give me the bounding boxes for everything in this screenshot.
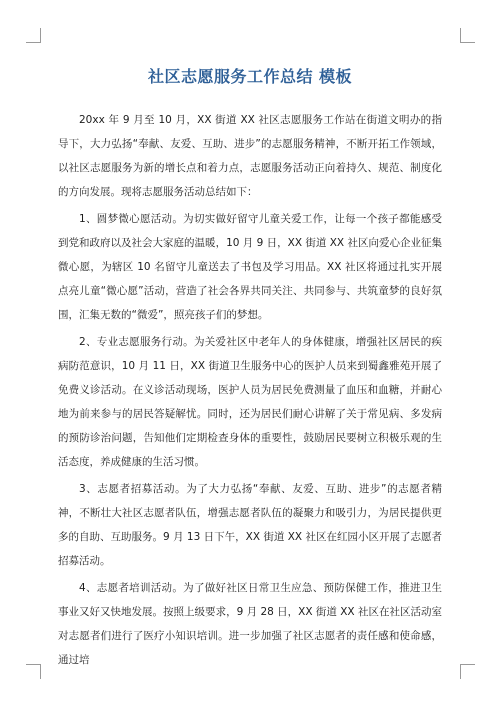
crop-mark-top-left [26, 28, 41, 43]
paragraph-item-2: 2、专业志愿服务行动。为关爱社区中老年人的身体健康，增强社区居民的疾病防范意识，10 月 11 日，XX 街道卫生服务中心的医护人员来到蜀鑫雅苑开展了免费义诊活动。在义诊活动现场，医护人员为居民免费测量了血压和血糖，并耐心地为前来参与的居民答疑解忧。同时，还为居民们耐心讲解了关于常见病、多发病的预防诊治问题，告知他们定期检查身体的重要性，鼓励居民要树立积极乐观的生活态度，养成健康的生活习惯。 [58, 336, 442, 468]
crop-mark-bottom-left [26, 664, 41, 679]
crop-mark-bottom-right [460, 664, 475, 679]
document-title: 社区志愿服务工作总结 模板 [147, 67, 353, 86]
document-body [58, 108, 442, 675]
paragraph-item-1: 1、圆梦微心愿活动。为切实做好留守儿童关爱工作，让每一个孩子都能感受到党和政府以及社会大家庭的温暖，10 月 9 日，XX 街道 XX 社区向爱心企业征集微心愿，为辖区 10 名留守儿童送去了书包及学习用品。XX 社区将通过扎实开展点亮儿童“微心愿”活动，营造了社会各界共同关注、共同参与、共筑童梦的良好氛围，汇集无数的“微爱”，照亮孩子们的梦想。 [58, 213, 442, 321]
paragraph-item-3: 3、志愿者招募活动。为了大力弘扬“奉献、友爱、互助、进步”的志愿者精神，不断壮大社区志愿者队伍，增强志愿者队伍的凝聚力和吸引力，为居民提供更多的自助、互助服务。9 月 13 日下午，XX 街道 XX 社区在红园小区开展了志愿者招募活动。 [58, 483, 442, 567]
paragraph-item-4: 4、志愿者培训活动。为了做好社区日常卫生应急、预防保健工作，推进卫生事业又好又快地发展。按照上级要求，9 月 28 日，XX 街道 XX 社区在社区活动室对志愿者们进行了医疗小知识培训。进一步加强了社区志愿者的责任感和使命感，通过培 [58, 582, 442, 666]
crop-mark-top-right [460, 28, 475, 43]
paragraph-intro: 20xx 年 9 月至 10 月，XX 街道 XX 社区志愿服务工作站在街道文明办的指导下，大力弘扬“奉献、友爱、互助、进步”的志愿服务精神，不断开拓工作领域，以社区志愿服务为新的增长点和着力点，志愿服务活动正向着持久、规范、制度化的方向发展。现将志愿服务活动总结如下： [58, 114, 442, 198]
